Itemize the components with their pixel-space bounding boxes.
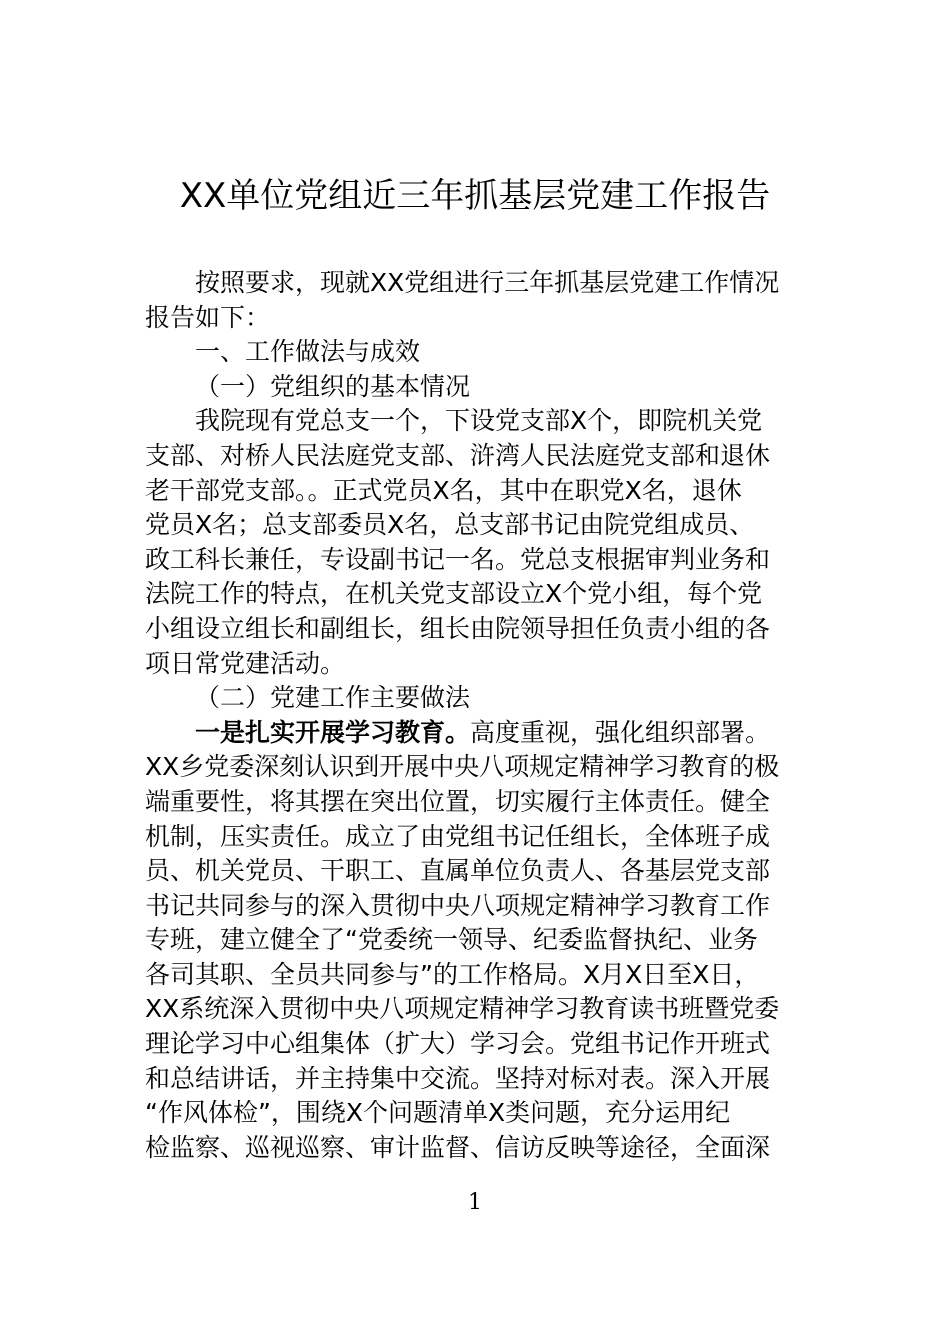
paragraph-line: 报告如下： bbox=[145, 302, 271, 332]
paragraph-line: 书记共同参与的深入贯彻中央八项规定精神学习教育工作 bbox=[145, 890, 771, 920]
paragraph-line: 项日常党建活动。 bbox=[145, 648, 346, 678]
subsection-heading: （二）党建工作主要做法 bbox=[195, 683, 471, 713]
document-title: XX单位党组近三年抓基层党建工作报告 bbox=[179, 176, 771, 216]
paragraph-line: 我院现有党总支一个，下设党支部X个，即院机关党 bbox=[195, 406, 763, 436]
page-number: 1 bbox=[468, 1190, 482, 1215]
paragraph-line: 按照要求，现就XX党组进行三年抓基层党建工作情况 bbox=[195, 268, 780, 297]
document-body bbox=[145, 266, 835, 1165]
paragraph-line: 专班，建立健全了“党委统一领导、纪委监督执纪、业务 bbox=[145, 925, 758, 955]
paragraph-line: 党员X名；总支部委员X名，总支部书记由院党组成员、 bbox=[145, 510, 755, 540]
paragraph-line bbox=[145, 716, 835, 751]
paragraph-line: 各司其职、全员共同参与”的工作格局。X月X日至X日， bbox=[145, 959, 760, 989]
paragraph-line: 机制，压实责任。成立了由党组书记任组长，全体班子成 bbox=[145, 821, 771, 851]
paragraph-line: 支部、对桥人民法庭党支部、浒湾人民法庭党支部和退休 bbox=[145, 440, 771, 470]
paragraph-line: 小组设立组长和副组长，组长由院领导担任负责小组的各 bbox=[145, 613, 771, 643]
paragraph-text: 高度重视，强化组织部署。 bbox=[470, 717, 771, 747]
paragraph-line: XX乡党委深刻认识到开展中央八项规定精神学习教育的极 bbox=[145, 752, 780, 782]
paragraph-line: “作风体检”，围绕X个问题清单X类问题，充分运用纪 bbox=[145, 1098, 731, 1128]
section-heading: 一、工作做法与成效 bbox=[195, 337, 421, 367]
paragraph-line: 老干部党支部。。正式党员X名，其中在职党X名，退休 bbox=[145, 475, 742, 505]
paragraph-line: 员、机关党员、干职工、直属单位负责人、各基层党支部 bbox=[145, 856, 771, 886]
paragraph-line: 理论学习中心组集体（扩大）学习会。党组书记作开班式 bbox=[145, 1029, 771, 1059]
paragraph-line: 端重要性，将其摆在突出位置，切实履行主体责任。健全 bbox=[145, 786, 771, 816]
subsection-heading: （一）党组织的基本情况 bbox=[195, 371, 471, 401]
bold-lead: 一是扎实开展学习教育。 bbox=[195, 717, 471, 747]
paragraph-line: 法院工作的特点，在机关党支部设立X个党小组，每个党 bbox=[145, 579, 763, 609]
paragraph-line: 检监察、巡视巡察、审计监督、信访反映等途径，全面深 bbox=[145, 1132, 771, 1162]
paragraph-line: XX系统深入贯彻中央八项规定精神学习教育读书班暨党委 bbox=[145, 994, 780, 1024]
paragraph-line: 和总结讲话，并主持集中交流。坚持对标对表。深入开展 bbox=[145, 1063, 771, 1093]
paragraph-line: 政工科长兼任，专设副书记一名。党总支根据审判业务和 bbox=[145, 544, 771, 574]
